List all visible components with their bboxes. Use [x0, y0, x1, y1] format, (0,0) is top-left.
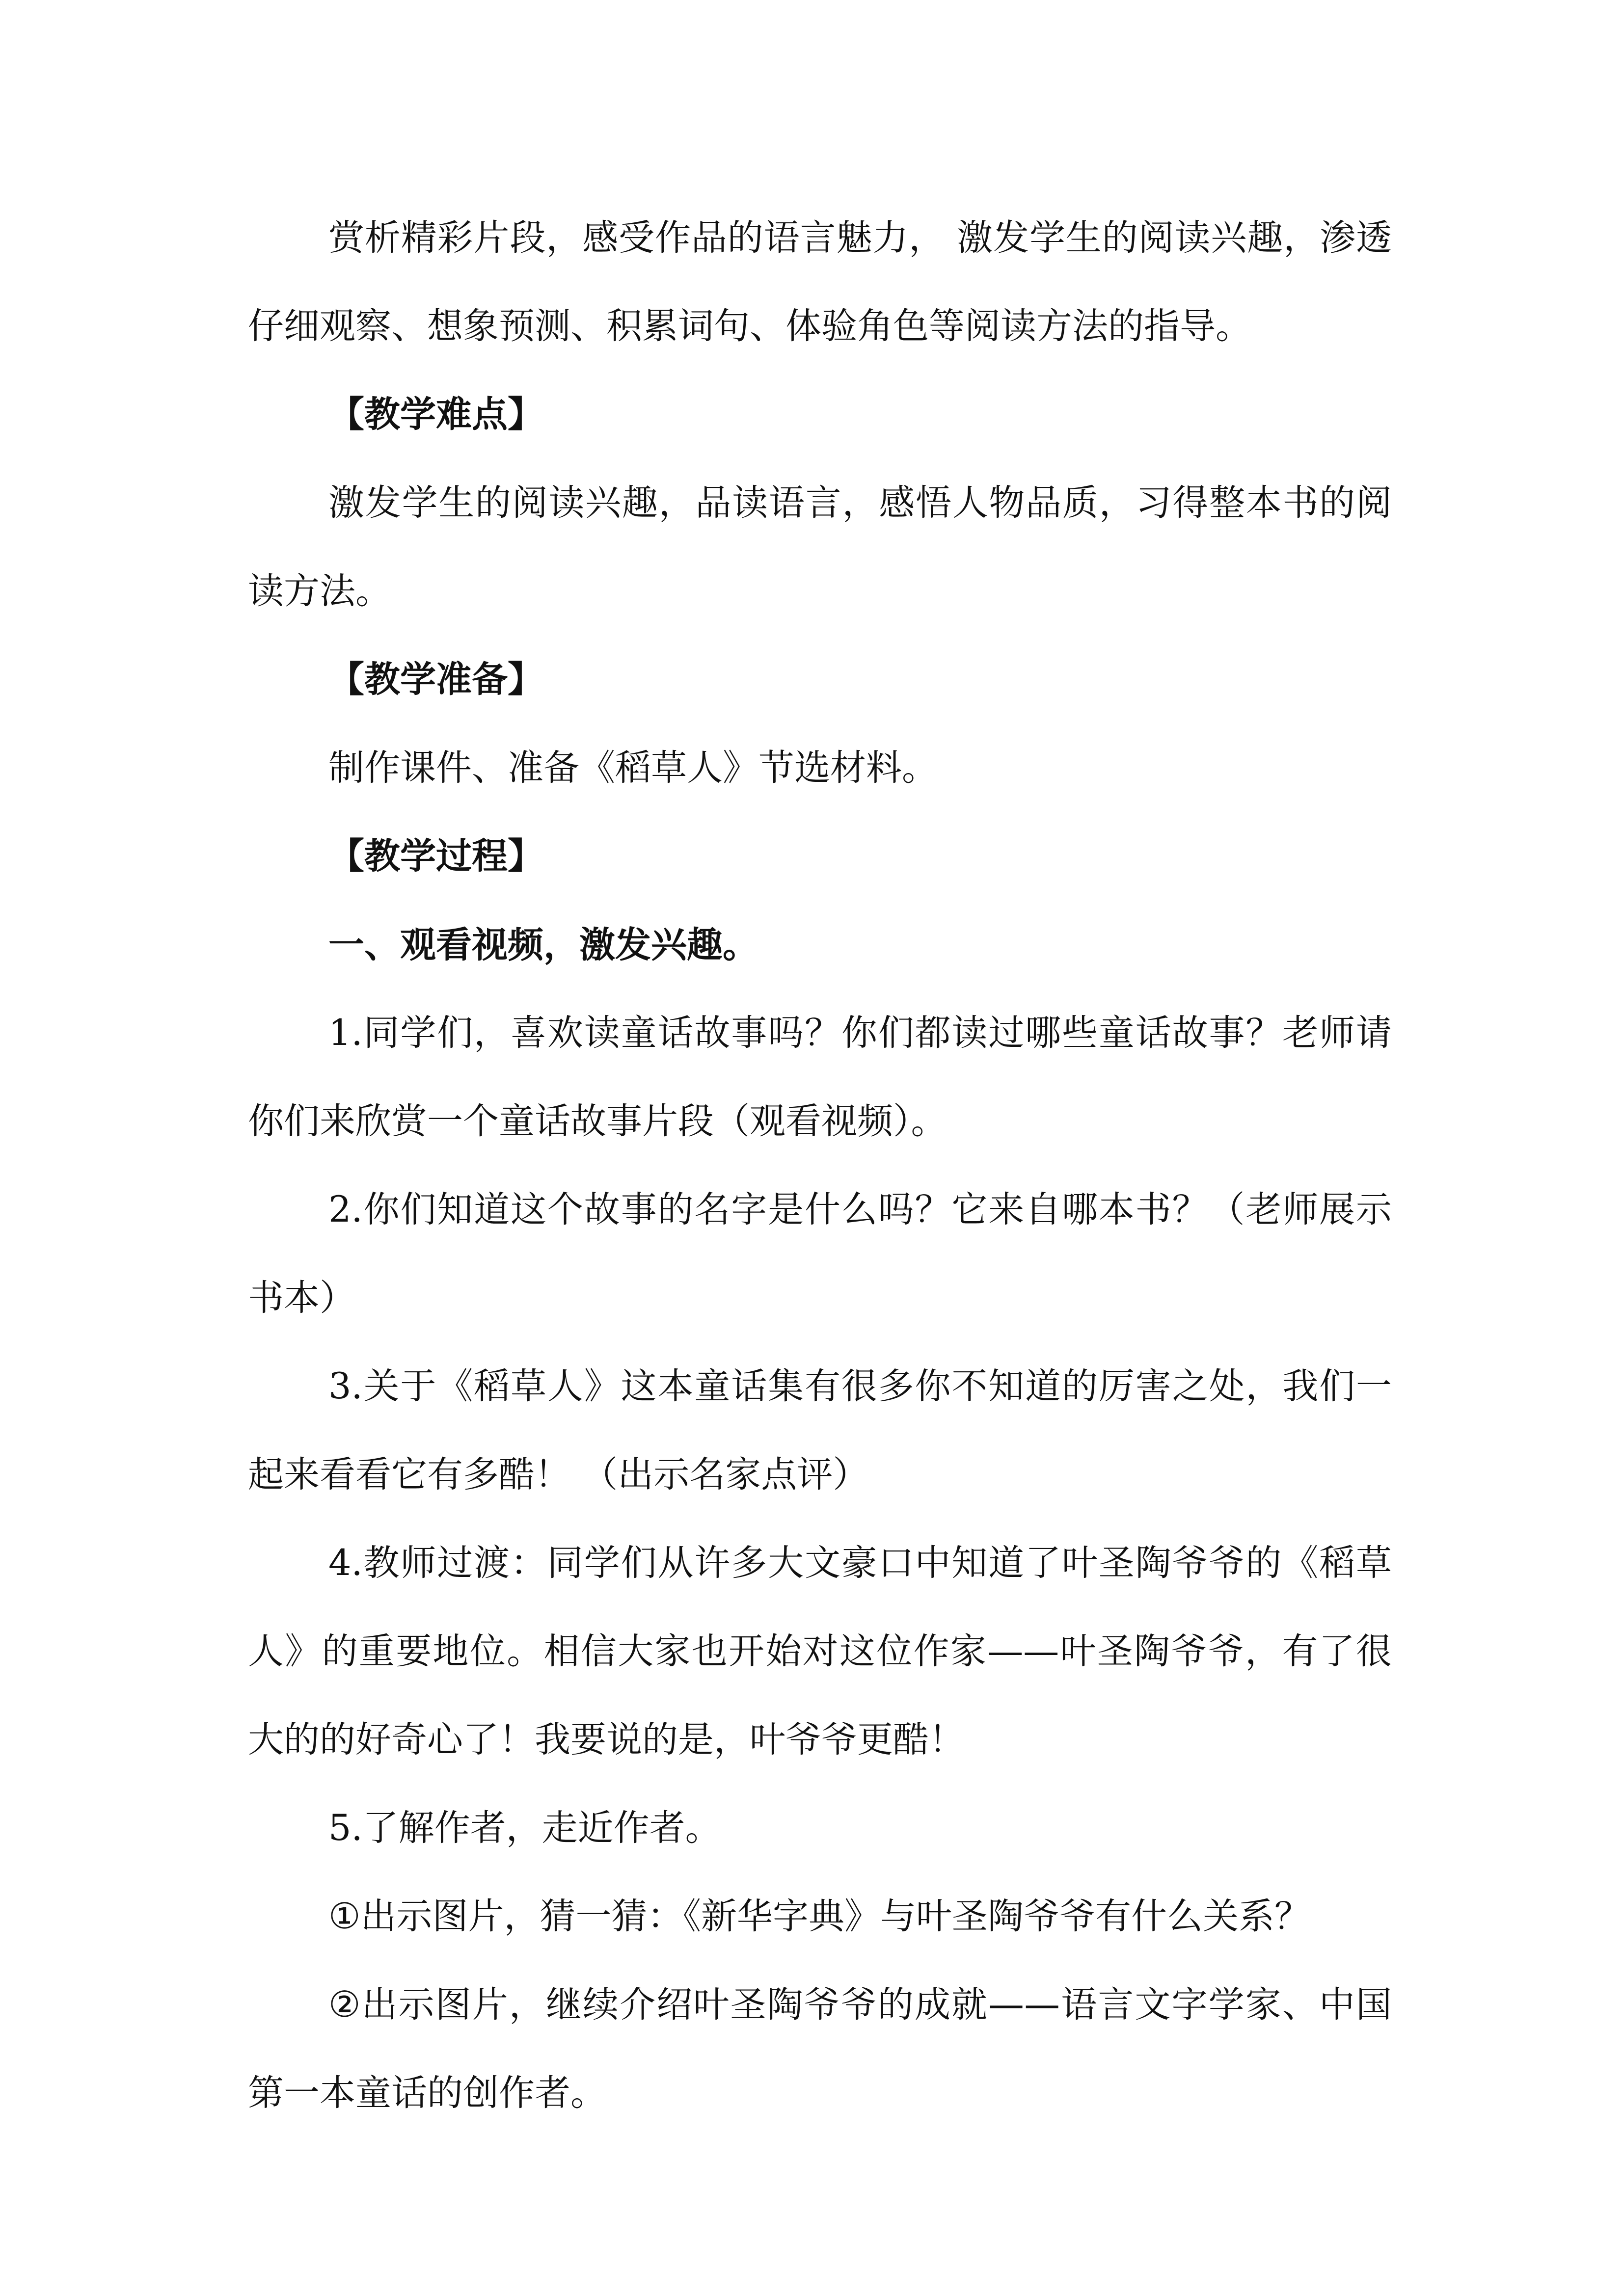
paragraph-key-points: 赏析精彩片段，感受作品的语言魅力， 激发学生的阅读兴趣，渗透仔细观察、想象预测、积累词句、体验角色等阅读方法的指导。	[248, 217, 1392, 347]
paragraph-teaching-preparation: 制作课件、准备《稻草人》节选材料。	[328, 747, 938, 789]
sub-item-2: ②出示图片，继续介绍叶圣陶爷爷的成就——语言文字学家、中国第一本童话的创作者。	[248, 1984, 1392, 2114]
list-item-1: 1.同学们，喜欢读童话故事吗？你们都读过哪些童话故事？老师请你们来欣赏一个童话故事片段（观看视频）。	[248, 1012, 1392, 1142]
heading-teaching-preparation: 【教学准备】	[328, 659, 543, 700]
sub-item-1: ①出示图片，猜一猜：《新华字典》与叶圣陶爷爷有什么关系？	[328, 1896, 1310, 1937]
section-heading-1: 一、观看视频，激发兴趣。	[328, 924, 758, 966]
document-page	[248, 194, 1392, 2137]
paragraph-teaching-difficulty: 激发学生的阅读兴趣，品读语言，感悟人物品质，习得整本书的阅读方法。	[248, 482, 1392, 612]
list-item-5: 5.了解作者，走近作者。	[328, 1807, 721, 1849]
list-item-3: 3.关于《稻草人》这本童话集有很多你不知道的厉害之处，我们一起来看看它有多酷！ （出示名家点评）	[248, 1365, 1392, 1495]
heading-teaching-difficulty: 【教学难点】	[328, 394, 543, 435]
heading-teaching-process: 【教学过程】	[328, 835, 543, 877]
list-item-2: 2.你们知道这个故事的名字是什么吗？它来自哪本书？（老师展示书本）	[248, 1189, 1392, 1319]
list-item-4: 4.教师过渡：同学们从许多大文豪口中知道了叶圣陶爷爷的《稻草人》的重要地位。相信大家也开始对这位作家——叶圣陶爷爷，有了很大的的好奇心了！我要说的是，叶爷爷更酷！	[248, 1542, 1392, 1761]
